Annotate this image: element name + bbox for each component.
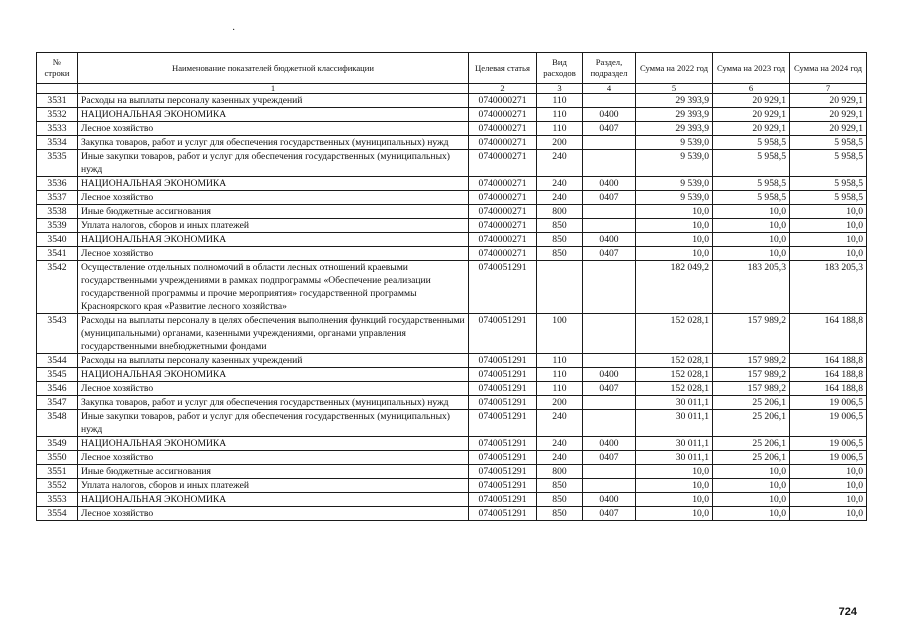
row-sum-2024: 10,0 xyxy=(790,507,867,521)
row-sum-2022: 10,0 xyxy=(636,479,713,493)
row-sum-2022: 9 539,0 xyxy=(636,177,713,191)
row-name: Лесное хозяйство xyxy=(78,191,469,205)
row-number: 3533 xyxy=(37,122,78,136)
row-sum-2024: 164 188,8 xyxy=(790,354,867,368)
row-target-article: 0740051291 xyxy=(469,354,537,368)
row-section xyxy=(583,94,636,108)
row-sum-2023: 25 206,1 xyxy=(713,437,790,451)
row-sum-2023: 25 206,1 xyxy=(713,410,790,437)
table-row xyxy=(37,177,867,191)
row-name: Лесное хозяйство xyxy=(78,507,469,521)
row-name: НАЦИОНАЛЬНАЯ ЭКОНОМИКА xyxy=(78,233,469,247)
row-sum-2022: 152 028,1 xyxy=(636,314,713,354)
row-expense-type: 850 xyxy=(537,247,583,261)
row-sum-2024: 10,0 xyxy=(790,493,867,507)
row-sum-2023: 10,0 xyxy=(713,493,790,507)
row-sum-2023: 157 989,2 xyxy=(713,368,790,382)
col-header-expense-type: Вид расходов xyxy=(537,53,583,84)
row-number: 3544 xyxy=(37,354,78,368)
row-number: 3547 xyxy=(37,396,78,410)
row-name: Иные бюджетные ассигнования xyxy=(78,205,469,219)
table-row xyxy=(37,205,867,219)
row-sum-2022: 9 539,0 xyxy=(636,191,713,205)
row-sum-2023: 5 958,5 xyxy=(713,136,790,150)
row-section xyxy=(583,205,636,219)
row-sum-2024: 19 006,5 xyxy=(790,437,867,451)
row-sum-2022: 10,0 xyxy=(636,247,713,261)
row-sum-2023: 183 205,3 xyxy=(713,261,790,314)
row-number: 3539 xyxy=(37,219,78,233)
row-sum-2024: 20 929,1 xyxy=(790,94,867,108)
table-row xyxy=(37,136,867,150)
row-expense-type: 240 xyxy=(537,150,583,177)
row-target-article: 0740051291 xyxy=(469,493,537,507)
row-sum-2022: 30 011,1 xyxy=(636,410,713,437)
row-sum-2023: 10,0 xyxy=(713,233,790,247)
row-sum-2023: 10,0 xyxy=(713,507,790,521)
row-sum-2022: 29 393,9 xyxy=(636,122,713,136)
row-expense-type: 100 xyxy=(537,314,583,354)
row-sum-2024: 5 958,5 xyxy=(790,177,867,191)
col-header-sum-2024: Сумма на 2024 год xyxy=(790,53,867,84)
table-row xyxy=(37,507,867,521)
row-name: Закупка товаров, работ и услуг для обеспечения государственных (муниципальных) нужд xyxy=(78,136,469,150)
row-sum-2024: 164 188,8 xyxy=(790,368,867,382)
row-target-article: 0740000271 xyxy=(469,177,537,191)
row-sum-2023: 25 206,1 xyxy=(713,451,790,465)
row-sum-2022: 10,0 xyxy=(636,507,713,521)
row-target-article: 0740051291 xyxy=(469,261,537,314)
row-sum-2024: 5 958,5 xyxy=(790,150,867,177)
col-number: 4 xyxy=(583,84,636,94)
row-sum-2023: 10,0 xyxy=(713,247,790,261)
row-name: НАЦИОНАЛЬНАЯ ЭКОНОМИКА xyxy=(78,368,469,382)
row-section: 0407 xyxy=(583,451,636,465)
row-sum-2024: 10,0 xyxy=(790,479,867,493)
table-row xyxy=(37,150,867,177)
table-row xyxy=(37,451,867,465)
row-section xyxy=(583,479,636,493)
row-target-article: 0740000271 xyxy=(469,205,537,219)
header-row xyxy=(37,53,867,84)
row-name: Иные закупки товаров, работ и услуг для обеспечения государственных (муниципальных) нужд xyxy=(78,410,469,437)
scan-speck: · xyxy=(232,25,236,36)
row-sum-2024: 10,0 xyxy=(790,465,867,479)
table-row xyxy=(37,368,867,382)
col-number: 5 xyxy=(636,84,713,94)
table-row xyxy=(37,122,867,136)
row-section xyxy=(583,314,636,354)
row-section xyxy=(583,410,636,437)
table-row xyxy=(37,354,867,368)
row-expense-type: 850 xyxy=(537,493,583,507)
row-target-article: 0740051291 xyxy=(469,314,537,354)
row-number: 3536 xyxy=(37,177,78,191)
row-sum-2022: 9 539,0 xyxy=(636,150,713,177)
table-row xyxy=(37,247,867,261)
row-name: Расходы на выплаты персоналу казенных учреждений xyxy=(78,354,469,368)
row-sum-2024: 19 006,5 xyxy=(790,396,867,410)
row-expense-type: 110 xyxy=(537,354,583,368)
row-section xyxy=(583,354,636,368)
row-name: Иные бюджетные ассигнования xyxy=(78,465,469,479)
row-sum-2024: 10,0 xyxy=(790,233,867,247)
row-number: 3532 xyxy=(37,108,78,122)
row-section: 0400 xyxy=(583,493,636,507)
row-section: 0407 xyxy=(583,191,636,205)
row-sum-2022: 10,0 xyxy=(636,493,713,507)
row-sum-2023: 5 958,5 xyxy=(713,150,790,177)
row-name: НАЦИОНАЛЬНАЯ ЭКОНОМИКА xyxy=(78,437,469,451)
row-name: Осуществление отдельных полномочий в области лесных отношений краевыми государственными учреждениями в рамках подпрограммы «Обеспечение реализации государственной программы и прочие мероприятия» государственной программы Красноярского края «Развитие лесного хозяйства» xyxy=(78,261,469,314)
row-name: Лесное хозяйство xyxy=(78,382,469,396)
row-number: 3546 xyxy=(37,382,78,396)
row-sum-2023: 157 989,2 xyxy=(713,314,790,354)
row-number: 3550 xyxy=(37,451,78,465)
table-row xyxy=(37,479,867,493)
row-target-article: 0740000271 xyxy=(469,94,537,108)
row-sum-2023: 5 958,5 xyxy=(713,177,790,191)
row-number: 3552 xyxy=(37,479,78,493)
row-section: 0407 xyxy=(583,507,636,521)
row-number: 3540 xyxy=(37,233,78,247)
row-expense-type: 200 xyxy=(537,136,583,150)
row-sum-2022: 10,0 xyxy=(636,233,713,247)
row-sum-2023: 157 989,2 xyxy=(713,354,790,368)
table-row xyxy=(37,314,867,354)
row-name: НАЦИОНАЛЬНАЯ ЭКОНОМИКА xyxy=(78,493,469,507)
row-target-article: 0740051291 xyxy=(469,437,537,451)
row-sum-2023: 20 929,1 xyxy=(713,122,790,136)
row-expense-type: 850 xyxy=(537,479,583,493)
row-sum-2023: 20 929,1 xyxy=(713,94,790,108)
row-sum-2022: 10,0 xyxy=(636,205,713,219)
row-section xyxy=(583,136,636,150)
row-name: Лесное хозяйство xyxy=(78,247,469,261)
row-sum-2022: 29 393,9 xyxy=(636,94,713,108)
row-expense-type: 800 xyxy=(537,465,583,479)
row-expense-type: 850 xyxy=(537,219,583,233)
row-name: Расходы на выплаты персоналу казенных учреждений xyxy=(78,94,469,108)
row-target-article: 0740051291 xyxy=(469,479,537,493)
row-name: Уплата налогов, сборов и иных платежей xyxy=(78,479,469,493)
row-name: Расходы на выплаты персоналу в целях обеспечения выполнения функций государственными (муниципальными) органами, казенными учреждениями, органами управления государственными внебюджетными фондами xyxy=(78,314,469,354)
col-number: 3 xyxy=(537,84,583,94)
row-target-article: 0740000271 xyxy=(469,150,537,177)
row-name: Лесное хозяйство xyxy=(78,451,469,465)
column-number-row xyxy=(37,84,867,94)
row-number: 3545 xyxy=(37,368,78,382)
row-section xyxy=(583,150,636,177)
row-target-article: 0740000271 xyxy=(469,122,537,136)
row-sum-2022: 152 028,1 xyxy=(636,368,713,382)
row-expense-type: 110 xyxy=(537,94,583,108)
row-section xyxy=(583,465,636,479)
row-target-article: 0740000271 xyxy=(469,108,537,122)
row-sum-2023: 157 989,2 xyxy=(713,382,790,396)
row-name: Уплата налогов, сборов и иных платежей xyxy=(78,219,469,233)
table-row xyxy=(37,219,867,233)
row-sum-2022: 30 011,1 xyxy=(636,451,713,465)
row-expense-type: 240 xyxy=(537,177,583,191)
row-number: 3537 xyxy=(37,191,78,205)
row-expense-type: 200 xyxy=(537,396,583,410)
row-sum-2024: 164 188,8 xyxy=(790,314,867,354)
row-expense-type: 240 xyxy=(537,451,583,465)
row-name: Иные закупки товаров, работ и услуг для обеспечения государственных (муниципальных) нужд xyxy=(78,150,469,177)
row-sum-2022: 152 028,1 xyxy=(636,354,713,368)
row-number: 3553 xyxy=(37,493,78,507)
col-header-sum-2022: Сумма на 2022 год xyxy=(636,53,713,84)
row-section: 0407 xyxy=(583,122,636,136)
row-target-article: 0740000271 xyxy=(469,136,537,150)
row-sum-2022: 10,0 xyxy=(636,465,713,479)
row-sum-2024: 164 188,8 xyxy=(790,382,867,396)
table-row xyxy=(37,191,867,205)
row-expense-type xyxy=(537,261,583,314)
table-row xyxy=(37,396,867,410)
row-sum-2022: 9 539,0 xyxy=(636,136,713,150)
row-sum-2023: 10,0 xyxy=(713,479,790,493)
row-sum-2024: 19 006,5 xyxy=(790,451,867,465)
row-sum-2023: 10,0 xyxy=(713,205,790,219)
row-section: 0400 xyxy=(583,368,636,382)
row-sum-2024: 19 006,5 xyxy=(790,410,867,437)
row-target-article: 0740051291 xyxy=(469,382,537,396)
row-target-article: 0740000271 xyxy=(469,233,537,247)
row-target-article: 0740051291 xyxy=(469,396,537,410)
row-target-article: 0740000271 xyxy=(469,219,537,233)
row-sum-2022: 29 393,9 xyxy=(636,108,713,122)
col-number: 6 xyxy=(713,84,790,94)
row-section: 0400 xyxy=(583,108,636,122)
page-number: 724 xyxy=(838,606,857,618)
row-expense-type: 110 xyxy=(537,122,583,136)
row-section xyxy=(583,261,636,314)
row-sum-2023: 10,0 xyxy=(713,219,790,233)
row-sum-2023: 20 929,1 xyxy=(713,108,790,122)
row-sum-2024: 5 958,5 xyxy=(790,136,867,150)
table-row xyxy=(37,94,867,108)
row-section xyxy=(583,396,636,410)
row-sum-2023: 25 206,1 xyxy=(713,396,790,410)
row-target-article: 0740051291 xyxy=(469,410,537,437)
row-expense-type: 240 xyxy=(537,191,583,205)
row-sum-2024: 5 958,5 xyxy=(790,191,867,205)
row-sum-2022: 152 028,1 xyxy=(636,382,713,396)
row-target-article: 0740051291 xyxy=(469,368,537,382)
row-expense-type: 110 xyxy=(537,368,583,382)
row-expense-type: 850 xyxy=(537,233,583,247)
table-row xyxy=(37,437,867,451)
col-number: 2 xyxy=(469,84,537,94)
row-target-article: 0740000271 xyxy=(469,247,537,261)
col-header-sum-2023: Сумма на 2023 год xyxy=(713,53,790,84)
row-target-article: 0740051291 xyxy=(469,451,537,465)
row-number: 3551 xyxy=(37,465,78,479)
row-number: 3549 xyxy=(37,437,78,451)
row-sum-2024: 20 929,1 xyxy=(790,122,867,136)
row-sum-2022: 30 011,1 xyxy=(636,396,713,410)
row-number: 3542 xyxy=(37,261,78,314)
row-section xyxy=(583,219,636,233)
row-name: НАЦИОНАЛЬНАЯ ЭКОНОМИКА xyxy=(78,108,469,122)
row-expense-type: 850 xyxy=(537,507,583,521)
row-expense-type: 110 xyxy=(537,108,583,122)
row-sum-2024: 183 205,3 xyxy=(790,261,867,314)
col-header-name: Наименование показателей бюджетной классификации xyxy=(78,53,469,84)
row-sum-2022: 182 049,2 xyxy=(636,261,713,314)
row-number: 3534 xyxy=(37,136,78,150)
row-target-article: 0740000271 xyxy=(469,191,537,205)
row-number: 3538 xyxy=(37,205,78,219)
col-number xyxy=(37,84,78,94)
row-sum-2024: 20 929,1 xyxy=(790,108,867,122)
row-sum-2023: 5 958,5 xyxy=(713,191,790,205)
table-row xyxy=(37,465,867,479)
row-sum-2024: 10,0 xyxy=(790,219,867,233)
row-sum-2022: 30 011,1 xyxy=(636,437,713,451)
row-number: 3548 xyxy=(37,410,78,437)
row-sum-2022: 10,0 xyxy=(636,219,713,233)
row-section: 0400 xyxy=(583,177,636,191)
table-row xyxy=(37,382,867,396)
row-expense-type: 800 xyxy=(537,205,583,219)
row-section: 0407 xyxy=(583,247,636,261)
row-section: 0407 xyxy=(583,382,636,396)
row-name: Лесное хозяйство xyxy=(78,122,469,136)
row-target-article: 0740051291 xyxy=(469,465,537,479)
col-header-section: Раздел, подраздел xyxy=(583,53,636,84)
row-section: 0400 xyxy=(583,233,636,247)
row-expense-type: 240 xyxy=(537,410,583,437)
col-number: 1 xyxy=(78,84,469,94)
col-header-row-number: № строки xyxy=(37,53,78,84)
row-target-article: 0740051291 xyxy=(469,507,537,521)
row-name: НАЦИОНАЛЬНАЯ ЭКОНОМИКА xyxy=(78,177,469,191)
row-number: 3541 xyxy=(37,247,78,261)
table-row xyxy=(37,261,867,314)
col-number: 7 xyxy=(790,84,867,94)
table-row xyxy=(37,233,867,247)
row-name: Закупка товаров, работ и услуг для обеспечения государственных (муниципальных) нужд xyxy=(78,396,469,410)
row-number: 3535 xyxy=(37,150,78,177)
row-expense-type: 110 xyxy=(537,382,583,396)
row-sum-2024: 10,0 xyxy=(790,205,867,219)
row-number: 3543 xyxy=(37,314,78,354)
row-section: 0400 xyxy=(583,437,636,451)
table-row xyxy=(37,410,867,437)
row-sum-2024: 10,0 xyxy=(790,247,867,261)
table-row xyxy=(37,493,867,507)
budget-table xyxy=(36,52,867,521)
row-expense-type: 240 xyxy=(537,437,583,451)
row-number: 3554 xyxy=(37,507,78,521)
row-sum-2023: 10,0 xyxy=(713,465,790,479)
col-header-target-article: Целевая статья xyxy=(469,53,537,84)
table-row xyxy=(37,108,867,122)
row-number: 3531 xyxy=(37,94,78,108)
